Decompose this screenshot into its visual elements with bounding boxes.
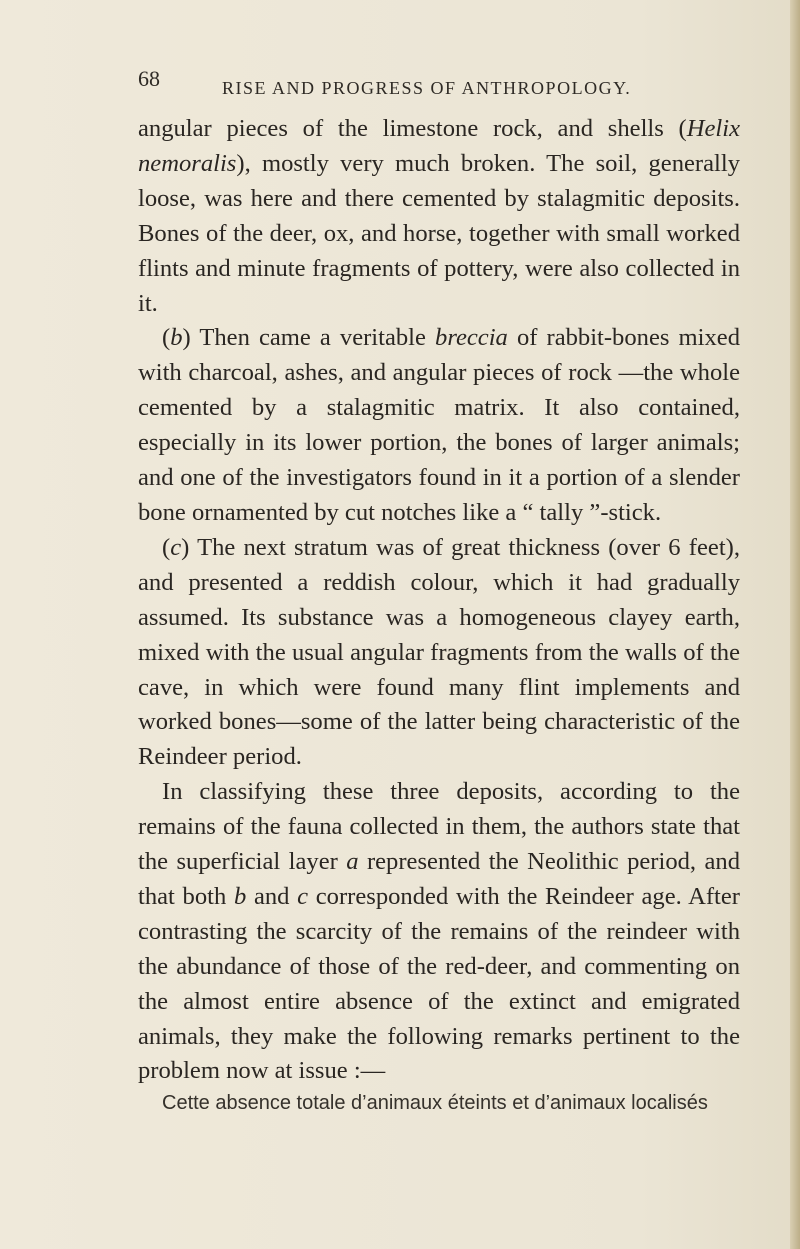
stratum-letter-b: b [170,324,183,352]
species-name: Helix nemoralis [138,115,740,177]
stratum-letter-c: c [170,533,182,561]
running-title: RISE AND PROGRESS OF ANTHROPOLOGY. [222,78,632,98]
layer-letter-b: b [233,882,247,910]
paragraph-stratum-b: (b) Then came a veritable breccia of rabbit-bones mixed with charcoal, ashes, and angular pieces of rock —the whole cemented by a stalagmitic matrix. It also contained, especially in its lower portion, the bones of larger animals; and one of the investigators found in it a portion of a slender bone ornamented by cut notches like a “ tally ”-stick. [138,324,740,526]
breccia-term: breccia [435,324,508,352]
french-quotation: Cette absence totale d’animaux éteints et d’animaux localisés [162,1092,708,1115]
layer-letter-c: c [297,882,309,910]
paragraph-stratum-c: (c) The next stratum was of great thickness (over 6 feet), and presented a reddish colour, which it had gradually assumed. Its substance was a homogeneous clayey earth, mixed with the usual angular fragments from the walls of the cave, in which were found many flint implements and worked bones—some of the latter being characteristic of the Reindeer period. [138,533,740,771]
body-text [138,112,740,1117]
page-number: 68 [138,66,160,91]
page-edge-shadow [790,0,800,1249]
paragraph-continuation: angular pieces of the limestone rock, and shells (Helix nemoralis), mostly very much broken. The soil, generally loose, was here and there cemented by stalagmitic deposits. Bones of the deer, ox, and horse, together with small worked flints and minute fragments of pottery, were also collected in it. [138,115,740,317]
layer-letter-a: a [346,848,359,876]
paragraph-classification: In classifying these three deposits, according to the remains of the fauna collected in them, the authors state that the superficial layer a represented the Neolithic period, and that both b and c corresponded with the Reindeer age. After contrasting the scarcity of the remains of the reindeer with the abundance of those of the red-deer, and commenting on the almost entire absence of the extinct and emigrated animals, they make the following remarks pertinent to the problem now at issue :— [138,778,741,1085]
